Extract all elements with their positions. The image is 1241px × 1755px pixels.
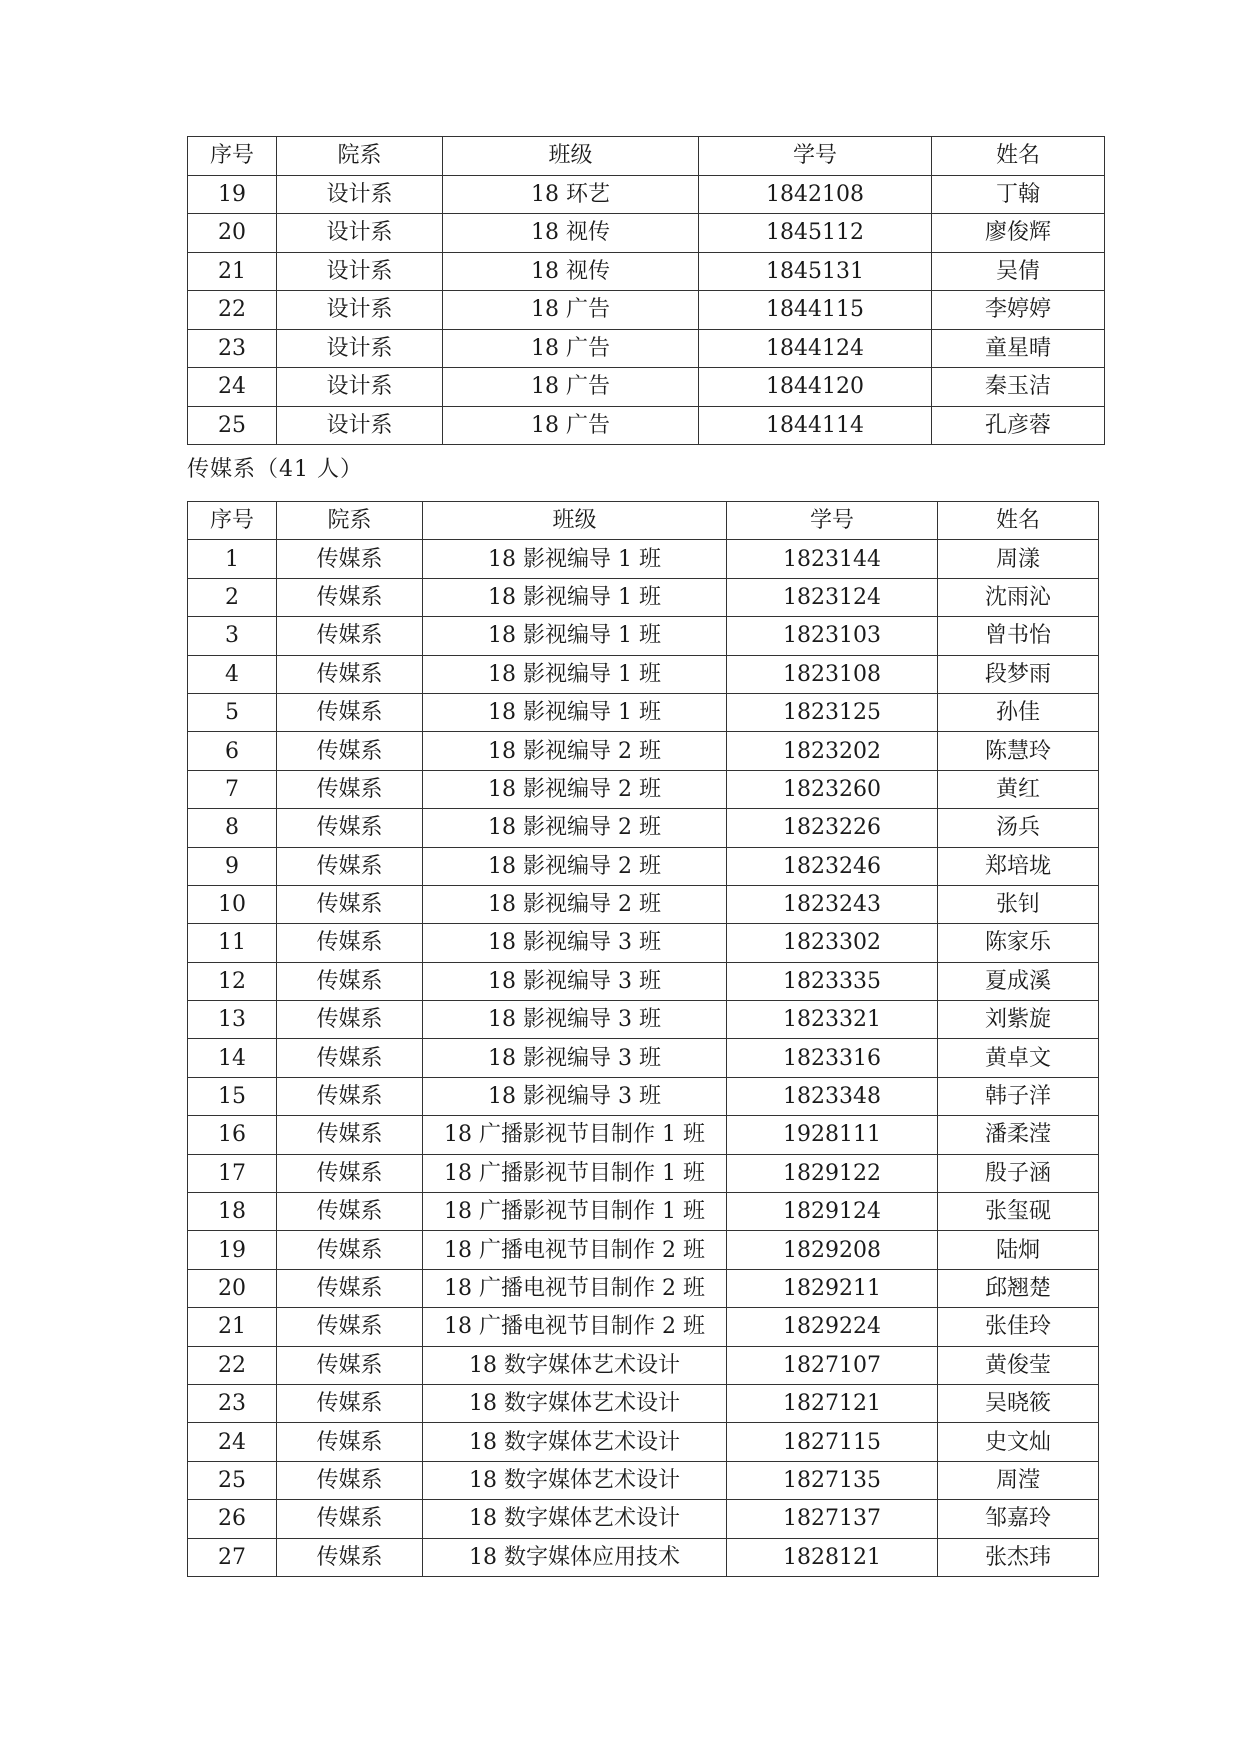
table-row — [188, 1154, 1099, 1192]
table-cell: 19 — [188, 175, 277, 214]
table-cell: 1829224 — [727, 1308, 938, 1346]
table-cell: 15 — [188, 1077, 277, 1115]
table-cell: 18 视传 — [443, 252, 699, 291]
table-cell: 1827135 — [727, 1461, 938, 1499]
table-cell: 1827137 — [727, 1500, 938, 1538]
column-header: 序号 — [188, 502, 277, 540]
table-cell: 传媒系 — [277, 655, 423, 693]
table-cell: 刘紫旋 — [938, 1001, 1099, 1039]
table-row — [188, 885, 1099, 923]
table-cell: 1823316 — [727, 1039, 938, 1077]
table-cell: 18 影视编导 2 班 — [423, 847, 727, 885]
table-cell: 传媒系 — [277, 962, 423, 1000]
table-cell: 陈慧玲 — [938, 732, 1099, 770]
table-cell: 传媒系 — [277, 617, 423, 655]
table-cell: 廖俊辉 — [932, 214, 1105, 253]
table-cell: 1845112 — [699, 214, 932, 253]
table-cell: 1827121 — [727, 1384, 938, 1422]
table-cell: 沈雨沁 — [938, 578, 1099, 616]
column-header: 序号 — [188, 137, 277, 176]
table-cell: 设计系 — [277, 368, 443, 407]
table-cell: 传媒系 — [277, 924, 423, 962]
column-header: 班级 — [423, 502, 727, 540]
design-dept-table — [187, 136, 1105, 445]
table-cell: 18 影视编导 3 班 — [423, 962, 727, 1000]
table-cell: 传媒系 — [277, 809, 423, 847]
table-cell: 潘柔滢 — [938, 1116, 1099, 1154]
table-cell: 秦玉洁 — [932, 368, 1105, 407]
table-cell: 1844120 — [699, 368, 932, 407]
table-row — [188, 1269, 1099, 1307]
table-cell: 吴倩 — [932, 252, 1105, 291]
table-cell: 14 — [188, 1039, 277, 1077]
table-cell: 传媒系 — [277, 540, 423, 578]
media-dept-table — [187, 501, 1099, 1577]
table-row — [188, 175, 1105, 214]
table-row — [188, 655, 1099, 693]
table-row — [188, 1193, 1099, 1231]
table-cell: 18 影视编导 1 班 — [423, 693, 727, 731]
table-row — [188, 809, 1099, 847]
table-cell: 18 广告 — [443, 406, 699, 445]
table-cell: 23 — [188, 1384, 277, 1422]
design-dept-table-body — [188, 137, 1105, 445]
table-cell: 传媒系 — [277, 885, 423, 923]
table-cell: 21 — [188, 1308, 277, 1346]
table-cell: 1829208 — [727, 1231, 938, 1269]
table-cell: 传媒系 — [277, 1001, 423, 1039]
table-cell: 22 — [188, 1346, 277, 1384]
table-cell: 10 — [188, 885, 277, 923]
table-row — [188, 291, 1105, 330]
table-cell: 传媒系 — [277, 1461, 423, 1499]
table-cell: 1827107 — [727, 1346, 938, 1384]
table-cell: 18 影视编导 1 班 — [423, 655, 727, 693]
table-cell: 传媒系 — [277, 1154, 423, 1192]
column-header: 姓名 — [932, 137, 1105, 176]
table-cell: 传媒系 — [277, 1384, 423, 1422]
table-cell: 5 — [188, 693, 277, 731]
table-cell: 18 影视编导 3 班 — [423, 1039, 727, 1077]
table-cell: 18 广播电视节目制作 2 班 — [423, 1231, 727, 1269]
table-cell: 孔彦蓉 — [932, 406, 1105, 445]
table-cell: 25 — [188, 1461, 277, 1499]
table-row — [188, 1116, 1099, 1154]
table-cell: 24 — [188, 1423, 277, 1461]
table-cell: 18 影视编导 2 班 — [423, 770, 727, 808]
table-cell: 12 — [188, 962, 277, 1000]
table-cell: 张杰玮 — [938, 1538, 1099, 1576]
table-cell: 18 广告 — [443, 368, 699, 407]
table-cell: 传媒系 — [277, 1231, 423, 1269]
table-cell: 18 影视编导 3 班 — [423, 1001, 727, 1039]
table-cell: 18 影视编导 1 班 — [423, 540, 727, 578]
table-row — [188, 578, 1099, 616]
table-cell: 1828121 — [727, 1538, 938, 1576]
table-header-row — [188, 502, 1099, 540]
column-header: 学号 — [727, 502, 938, 540]
table-cell: 段梦雨 — [938, 655, 1099, 693]
table-cell: 1844114 — [699, 406, 932, 445]
table-cell: 郑培垅 — [938, 847, 1099, 885]
table-cell: 27 — [188, 1538, 277, 1576]
table-cell: 18 数字媒体艺术设计 — [423, 1461, 727, 1499]
table-cell: 18 广播影视节目制作 1 班 — [423, 1116, 727, 1154]
table-cell: 21 — [188, 252, 277, 291]
table-row — [188, 1384, 1099, 1422]
table-cell: 13 — [188, 1001, 277, 1039]
table-cell: 传媒系 — [277, 1346, 423, 1384]
table-cell: 史文灿 — [938, 1423, 1099, 1461]
table-cell: 1823348 — [727, 1077, 938, 1115]
table-cell: 1844115 — [699, 291, 932, 330]
table-cell: 邱翘楚 — [938, 1269, 1099, 1307]
media-dept-table-body — [188, 502, 1099, 1577]
table-cell: 传媒系 — [277, 1423, 423, 1461]
table-cell: 1823124 — [727, 578, 938, 616]
table-cell: 传媒系 — [277, 1500, 423, 1538]
table-cell: 1823302 — [727, 924, 938, 962]
table-cell: 1842108 — [699, 175, 932, 214]
table-row — [188, 770, 1099, 808]
table-cell: 9 — [188, 847, 277, 885]
table-cell: 18 影视编导 2 班 — [423, 885, 727, 923]
column-header: 学号 — [699, 137, 932, 176]
table-cell: 1829122 — [727, 1154, 938, 1192]
table-cell: 童星晴 — [932, 329, 1105, 368]
table-cell: 传媒系 — [277, 732, 423, 770]
table-cell: 1844124 — [699, 329, 932, 368]
table-cell: 1823226 — [727, 809, 938, 847]
table-cell: 18 影视编导 1 班 — [423, 578, 727, 616]
table-cell: 传媒系 — [277, 770, 423, 808]
table-cell: 张钊 — [938, 885, 1099, 923]
table-header-row — [188, 137, 1105, 176]
table-cell: 黄红 — [938, 770, 1099, 808]
table-cell: 1823260 — [727, 770, 938, 808]
table-cell: 设计系 — [277, 252, 443, 291]
table-cell: 黄俊莹 — [938, 1346, 1099, 1384]
table-cell: 传媒系 — [277, 847, 423, 885]
table-cell: 传媒系 — [277, 1269, 423, 1307]
table-cell: 25 — [188, 406, 277, 445]
table-cell: 4 — [188, 655, 277, 693]
column-header: 姓名 — [938, 502, 1099, 540]
table-cell: 23 — [188, 329, 277, 368]
table-cell: 18 数字媒体艺术设计 — [423, 1346, 727, 1384]
table-cell: 丁翰 — [932, 175, 1105, 214]
table-cell: 1823321 — [727, 1001, 938, 1039]
table-row — [188, 693, 1099, 731]
table-cell: 1928111 — [727, 1116, 938, 1154]
table-row — [188, 1461, 1099, 1499]
table-cell: 1823202 — [727, 732, 938, 770]
table-cell: 吴晓筱 — [938, 1384, 1099, 1422]
table-row — [188, 847, 1099, 885]
table-cell: 陆炯 — [938, 1231, 1099, 1269]
table-row — [188, 1346, 1099, 1384]
table-cell: 传媒系 — [277, 578, 423, 616]
table-row — [188, 252, 1105, 291]
table-cell: 18 广播电视节目制作 2 班 — [423, 1269, 727, 1307]
table-cell: 传媒系 — [277, 1538, 423, 1576]
table-cell: 20 — [188, 214, 277, 253]
table-cell: 黄卓文 — [938, 1039, 1099, 1077]
column-header: 院系 — [277, 137, 443, 176]
table-row — [188, 329, 1105, 368]
table-row — [188, 924, 1099, 962]
table-row — [188, 1423, 1099, 1461]
table-row — [188, 406, 1105, 445]
table-cell: 7 — [188, 770, 277, 808]
table-cell: 18 数字媒体艺术设计 — [423, 1423, 727, 1461]
table-cell: 18 广告 — [443, 291, 699, 330]
table-cell: 1845131 — [699, 252, 932, 291]
table-cell: 1829211 — [727, 1269, 938, 1307]
table-row — [188, 1077, 1099, 1115]
table-cell: 设计系 — [277, 406, 443, 445]
table-cell: 设计系 — [277, 214, 443, 253]
table-cell: 1823108 — [727, 655, 938, 693]
table-cell: 18 数字媒体应用技术 — [423, 1538, 727, 1576]
table-cell: 3 — [188, 617, 277, 655]
table-cell: 1 — [188, 540, 277, 578]
table-cell: 邹嘉玲 — [938, 1500, 1099, 1538]
table-cell: 传媒系 — [277, 1039, 423, 1077]
table-cell: 18 广播影视节目制作 1 班 — [423, 1193, 727, 1231]
table-cell: 11 — [188, 924, 277, 962]
column-header: 班级 — [443, 137, 699, 176]
table-cell: 设计系 — [277, 291, 443, 330]
table-cell: 18 影视编导 3 班 — [423, 1077, 727, 1115]
table-cell: 夏成溪 — [938, 962, 1099, 1000]
table-cell: 韩子洋 — [938, 1077, 1099, 1115]
table-cell: 22 — [188, 291, 277, 330]
table-cell: 18 广播电视节目制作 2 班 — [423, 1308, 727, 1346]
table-cell: 传媒系 — [277, 1193, 423, 1231]
table-cell: 传媒系 — [277, 1308, 423, 1346]
table-cell: 18 影视编导 2 班 — [423, 732, 727, 770]
table-cell: 18 影视编导 3 班 — [423, 924, 727, 962]
table-row — [188, 1500, 1099, 1538]
table-cell: 传媒系 — [277, 1116, 423, 1154]
table-cell: 李婷婷 — [932, 291, 1105, 330]
table-cell: 19 — [188, 1231, 277, 1269]
table-cell: 殷子涵 — [938, 1154, 1099, 1192]
column-header: 院系 — [277, 502, 423, 540]
table-cell: 1823103 — [727, 617, 938, 655]
table-row — [188, 1001, 1099, 1039]
table-cell: 周滢 — [938, 1461, 1099, 1499]
table-cell: 26 — [188, 1500, 277, 1538]
table-row — [188, 962, 1099, 1000]
table-cell: 设计系 — [277, 329, 443, 368]
table-row — [188, 1538, 1099, 1576]
table-row — [188, 1039, 1099, 1077]
table-cell: 2 — [188, 578, 277, 616]
table-cell: 陈家乐 — [938, 924, 1099, 962]
table-cell: 6 — [188, 732, 277, 770]
table-cell: 张佳玲 — [938, 1308, 1099, 1346]
table-cell: 1829124 — [727, 1193, 938, 1231]
table-cell: 1827115 — [727, 1423, 938, 1461]
table-cell: 张玺砚 — [938, 1193, 1099, 1231]
table-row — [188, 1308, 1099, 1346]
table-cell: 18 数字媒体艺术设计 — [423, 1500, 727, 1538]
table-row — [188, 368, 1105, 407]
table-cell: 24 — [188, 368, 277, 407]
table-cell: 曾书怡 — [938, 617, 1099, 655]
table-cell: 18 影视编导 1 班 — [423, 617, 727, 655]
table-row — [188, 617, 1099, 655]
table-cell: 18 — [188, 1193, 277, 1231]
table-cell: 设计系 — [277, 175, 443, 214]
table-cell: 1823243 — [727, 885, 938, 923]
media-dept-heading: 传媒系（41 人） — [187, 457, 363, 482]
table-cell: 20 — [188, 1269, 277, 1307]
table-cell: 17 — [188, 1154, 277, 1192]
table-cell: 传媒系 — [277, 693, 423, 731]
table-cell: 8 — [188, 809, 277, 847]
table-cell: 1823144 — [727, 540, 938, 578]
table-row — [188, 732, 1099, 770]
table-cell: 18 视传 — [443, 214, 699, 253]
table-cell: 传媒系 — [277, 1077, 423, 1115]
table-cell: 汤兵 — [938, 809, 1099, 847]
table-cell: 18 广播影视节目制作 1 班 — [423, 1154, 727, 1192]
table-cell: 18 影视编导 2 班 — [423, 809, 727, 847]
table-row — [188, 540, 1099, 578]
table-cell: 1823246 — [727, 847, 938, 885]
table-cell: 18 环艺 — [443, 175, 699, 214]
table-row — [188, 1231, 1099, 1269]
table-cell: 18 数字媒体艺术设计 — [423, 1384, 727, 1422]
table-cell: 16 — [188, 1116, 277, 1154]
table-row — [188, 214, 1105, 253]
table-cell: 周漾 — [938, 540, 1099, 578]
table-cell: 1823125 — [727, 693, 938, 731]
table-cell: 孙佳 — [938, 693, 1099, 731]
table-cell: 18 广告 — [443, 329, 699, 368]
table-cell: 1823335 — [727, 962, 938, 1000]
